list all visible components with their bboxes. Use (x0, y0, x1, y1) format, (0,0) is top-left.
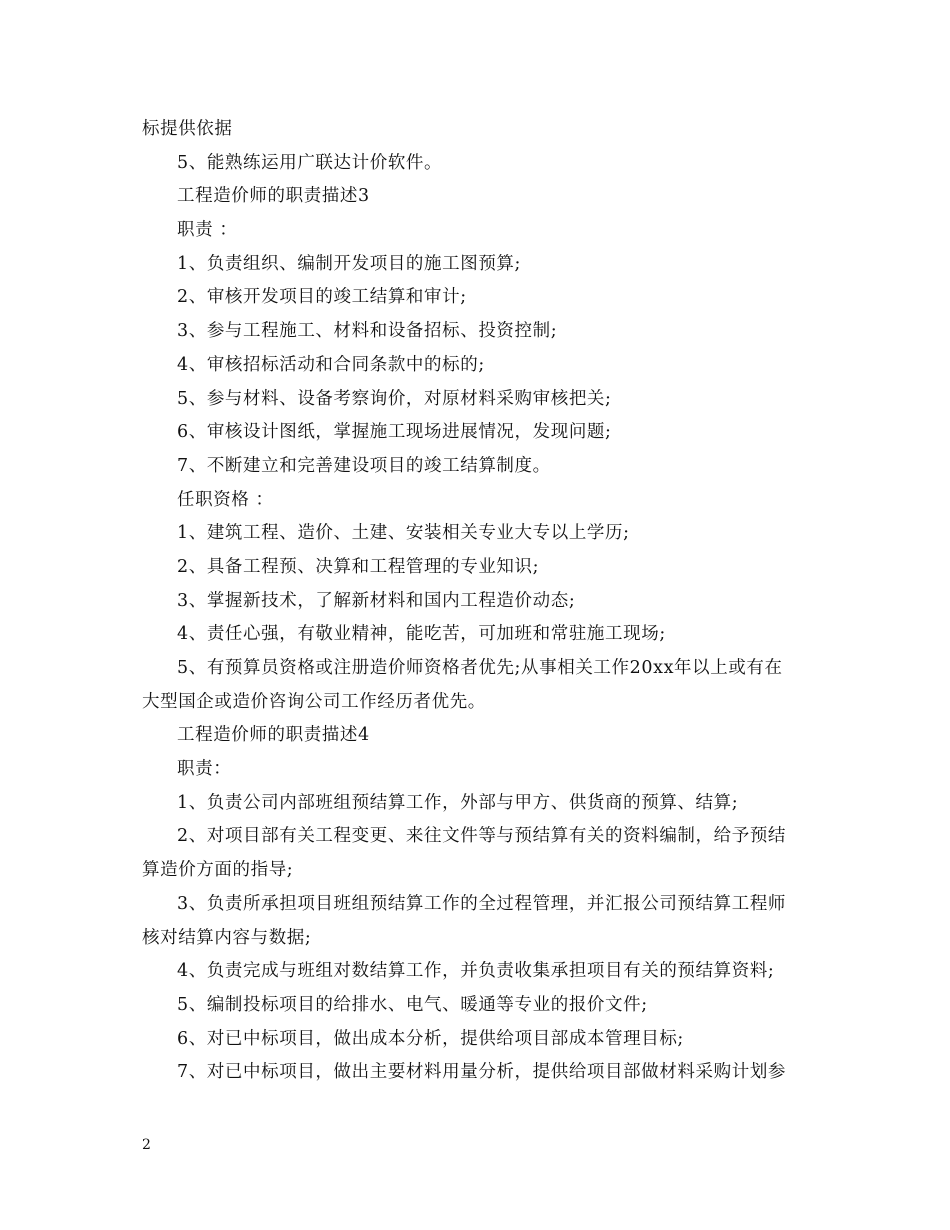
text-line: 4、责任心强，有敬业精神，能吃苦，可加班和常驻施工现场; (177, 624, 666, 645)
text-line: 7、不断建立和完善建设项目的竣工结算制度。 (177, 455, 551, 476)
text-line: 1、建筑工程、造价、土建、安装相关专业大专以上学历; (177, 523, 630, 544)
text-line: 3、掌握新技术，了解新材料和国内工程造价动态; (177, 590, 576, 611)
text-line: 职责 ： (177, 220, 238, 241)
text-line: 6、对已中标项目，做出成本分析，提供给项目部成本管理目标; (177, 1028, 684, 1049)
text-line: 3、参与工程施工、材料和设备招标、投资控制; (177, 321, 558, 342)
text-line: 核对结算内容与数据; (142, 927, 312, 948)
text-line: 6、审核设计图纸，掌握施工现场进展情况，发现问题; (177, 422, 612, 443)
text-line: 工程造价师的职责描述4 (177, 725, 370, 746)
text-line: 工程造价师的职责描述3 (177, 186, 370, 207)
text-line: 4、负责完成与班组对数结算工作，并负责收集承担项目有关的预结算资料; (177, 961, 775, 982)
text-line: 1、负责公司内部班组预结算工作，外部与甲方、供货商的预算、结算; (177, 792, 739, 813)
text-line: 1、负责组织、编制开发项目的施工图预算; (177, 253, 522, 274)
text-line: 2、对项目部有关工程变更、来往文件等与预结算有关的资料编制，给予预结 (177, 826, 787, 847)
text-line: 大型国企或造价咨询公司工作经历者优先。 (142, 691, 486, 712)
text-line: 任职资格 ： (177, 489, 274, 510)
page-number: 2 (142, 1137, 151, 1153)
text-line: 5、能熟练运用广联达计价软件。 (177, 152, 443, 173)
text-line: 5、有预算员资格或注册造价师资格者优先;从事相关工作20xx年以上或有在 (177, 658, 783, 678)
text-line: 7、对已中标项目，做出主要材料用量分析，提供给项目部做材料采购计划参 (177, 1062, 787, 1083)
text-line: 标提供依据 (142, 119, 233, 139)
text-line: 2、具备工程预、决算和工程管理的专业知识; (177, 556, 540, 577)
text-line: 2、审核开发项目的竣工结算和审计; (177, 287, 467, 308)
text-line: 3、负责所承担项目班组预结算工作的全过程管理，并汇报公司预结算工程师 (177, 893, 787, 914)
text-line: 4、审核招标活动和合同条款中的标的; (177, 354, 485, 375)
text-line: 职责： (177, 759, 232, 780)
document-body (142, 113, 814, 1090)
text-line: 算造价方面的指导; (142, 860, 294, 881)
text-line: 5、编制投标项目的给排水、电气、暖通等专业的报价文件; (177, 994, 648, 1015)
text-line: 5、参与材料、设备考察询价，对原材料采购审核把关; (177, 388, 612, 409)
